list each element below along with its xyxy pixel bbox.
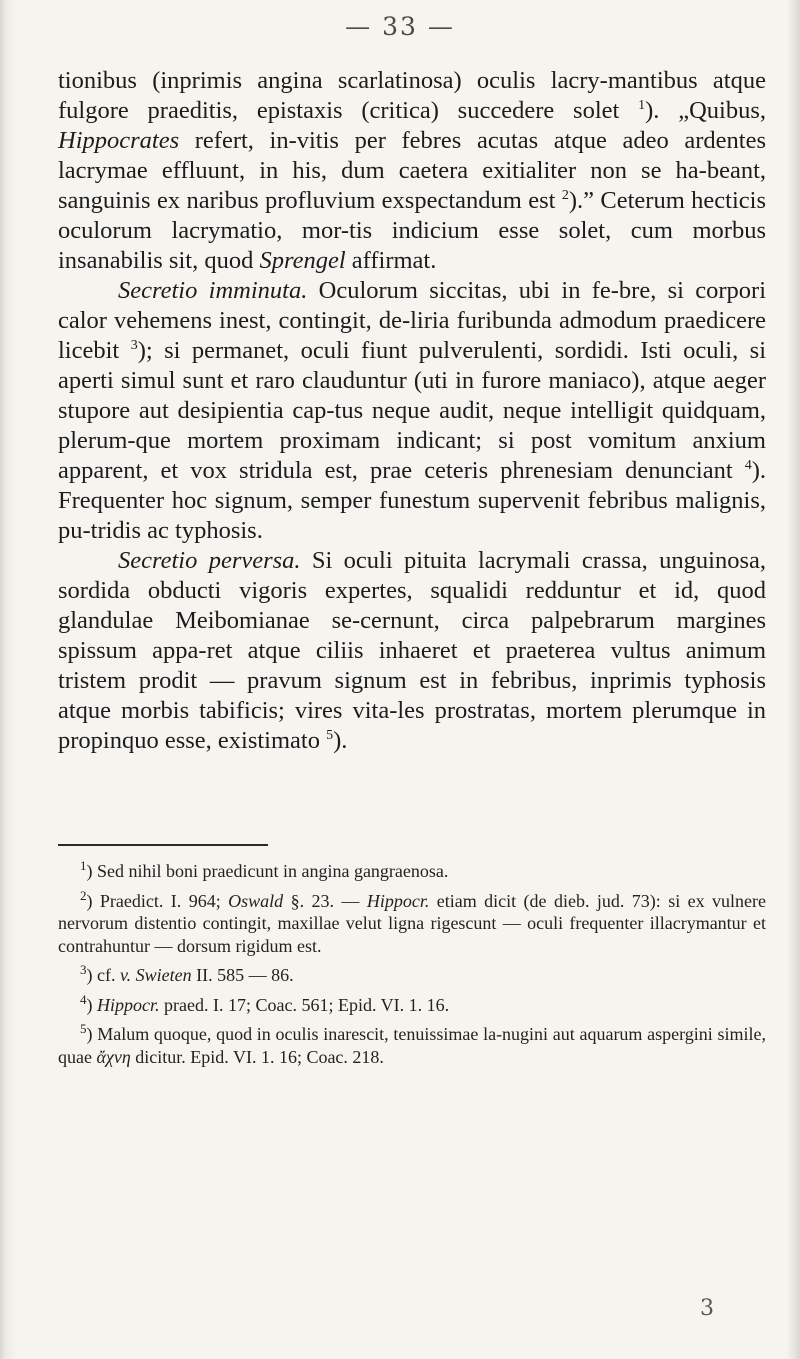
paragraph-3-text-a: Si oculi pituita lacrymali crassa, unguinosa, sordida obducti vigoris expertes, squalidi redduntur et id, quod glandulae Meibomianae se-cernunt, circa palpebrarum margines spissum appa-ret atque ciliis inhaeret et praeterea vultus animum tristem prodit — pravum signum est in febribus, inprimis typhosis atque morbis tabificis; vires vita-les prostratas, mortem plerumque in propinquo esse, existimato (58, 547, 766, 754)
paragraph-1 (58, 66, 766, 276)
paragraph-1-text-b: ). „Quibus, (645, 97, 766, 124)
page-left-edge-shadow (0, 0, 16, 1359)
paragraph-3-text-b: ). (333, 727, 348, 754)
footnote-4-mark: 4 (80, 991, 87, 1007)
page-number: — 33 — (345, 12, 455, 41)
footnote-5 (58, 1023, 766, 1068)
section-heading-secretio-perversa: Secretio perversa. (118, 547, 301, 574)
paragraph-3 (58, 546, 766, 756)
footnote-1-mark: 1 (80, 858, 87, 873)
footnote-5-text-a: ) Malum quoque, quod in oculis inarescit, tenuissimae la-nugini aut aquarum aspergini simile, quae (58, 1024, 766, 1067)
section-heading-secretio-imminuta: Secretio imminuta. (118, 277, 308, 304)
footnote-1 (58, 860, 766, 883)
footnotes (58, 860, 766, 1075)
footnote-5-text-b: dicitur. Epid. VI. 1. 16; Coac. 218. (130, 1046, 384, 1067)
paragraph-2-text-b: ); si permanet, oculi fiunt pulverulenti, sordidi. Isti oculi, si aperti simul sunt et raro clauduntur (uti in furore maniaco), atque aeger stupore aut desipientia cap-tus neque audit, neque intelligit quidquam, plerum-que mortem proximam indicant; si post vomitum anxium apparent, et vox stridula est, prae ceteris phrenesiam denunciant (58, 337, 766, 484)
footnote-2-text-c: etiam dicit (de dieb. jud. 73): si ex vulnere nervorum distentio contingit, maxillae velut ligna rigescunt — oculi frequenter illacrymantur et contrahuntur — dorsum rigidum est. (58, 890, 766, 956)
footnote-2-ref-oswald: Oswald (228, 890, 284, 911)
page-right-edge-shadow (786, 0, 800, 1359)
footnote-3 (58, 964, 766, 987)
footnote-2-ref-hippocr: Hippocr. (366, 890, 430, 911)
paragraph-1-text-e: affirmat. (345, 247, 437, 274)
author-hippocrates: Hippocrates (58, 127, 180, 154)
footnote-2 (58, 887, 766, 958)
footnote-ref-1: 1 (638, 97, 646, 113)
footnote-1-text: ) Sed nihil boni praedicunt in angina gangraenosa. (86, 861, 449, 881)
signature-mark: 3 (700, 1296, 714, 1321)
footnote-3-text-b: II. 585 — 86. (191, 965, 294, 985)
author-sprengel: Sprengel (259, 247, 346, 274)
main-text (58, 66, 766, 756)
footnote-5-greek-word: ἄχνη (96, 1046, 131, 1067)
footnote-5-mark: 5 (80, 1021, 87, 1036)
footnote-ref-3: 3 (130, 337, 138, 353)
paragraph-2-text-c: ). Frequenter hoc signum, semper funestum supervenit febribus malignis, pu-tridis ac typhosis. (58, 457, 766, 544)
footnote-3-ref-swieten: v. Swieten (119, 965, 192, 985)
footnote-ref-5: 5 (326, 727, 334, 743)
footnote-4-text-a: ) (86, 994, 97, 1015)
footnote-3-mark: 3 (80, 962, 87, 977)
paragraph-1-text-d: ).” Ceterum hecticis oculorum lacrymatio, mor-tis indicium esse solet, cum morbus insanabilis sit, quod (58, 187, 767, 274)
paragraph-2-text-a: Oculorum siccitas, ubi in fe-bre, si corpori calor vehemens inest, contingit, de-liria furibunda admodum praedicere licebit (58, 277, 766, 364)
footnote-4-ref-hippocr: Hippocr. (97, 994, 160, 1015)
paragraph-1-text-c: refert, in-vitis per febres acutas atque adeo ardentes lacrymae effluunt, in his, dum caetera exitialiter non se ha-beant, sanguinis ex naribus profluvium exspectandum est (58, 127, 766, 214)
paragraph-2 (58, 276, 766, 546)
footnote-ref-2: 2 (561, 187, 569, 203)
footnote-3-text-a: ) cf. (86, 965, 120, 985)
footnote-4 (58, 991, 766, 1017)
footnote-2-text-b: §. 23. — (283, 890, 367, 911)
footnote-4-text-b: praed. I. 17; Coac. 561; Epid. VI. 1. 16. (159, 994, 450, 1015)
paragraph-1-text-a: tionibus (inprimis angina scarlatinosa) oculis lacry-mantibus atque fulgore praeditis, epistaxis (critica) succedere solet (58, 67, 766, 124)
footnote-divider (58, 844, 268, 846)
footnote-2-text-a: ) Praedict. I. 964; (86, 890, 229, 911)
footnote-ref-4: 4 (744, 457, 752, 473)
footnote-2-mark: 2 (80, 887, 87, 903)
